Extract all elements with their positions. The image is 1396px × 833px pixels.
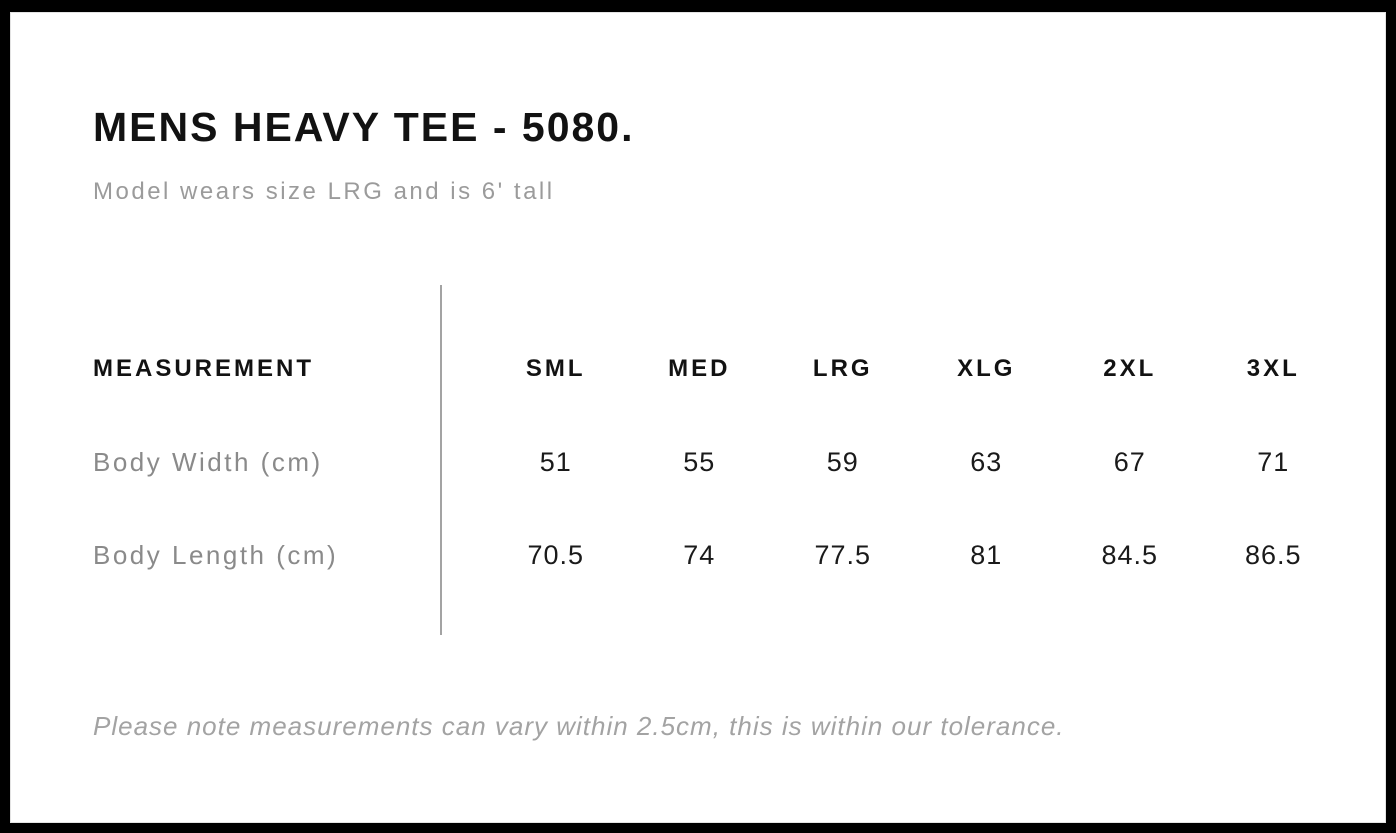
row-label-body-width: Body Width (cm) <box>93 446 323 477</box>
tolerance-note: Please note measurements can vary within 2.5cm, this is within our tolerance. <box>93 710 1065 741</box>
body-width-lrg: 59 <box>826 446 859 477</box>
page-title: MENS HEAVY TEE - 5080. <box>93 104 635 150</box>
size-header-2xl: 2XL <box>1103 355 1157 383</box>
size-header-row <box>484 323 1345 416</box>
body-length-med: 74 <box>683 539 716 570</box>
model-info: Model wears size LRG and is 6' tall <box>93 178 555 206</box>
measurement-header: MEASUREMENT <box>93 355 315 383</box>
body-length-xlg: 81 <box>970 539 1003 570</box>
size-header-3xl: 3XL <box>1246 355 1300 383</box>
body-length-3xl: 86.5 <box>1244 539 1302 570</box>
table-header-row <box>93 323 440 416</box>
card-content <box>10 12 1386 823</box>
body-length-sml: 70.5 <box>527 539 585 570</box>
row-label-body-length: Body Length (cm) <box>93 539 339 570</box>
table-row <box>93 416 440 509</box>
body-length-lrg: 77.5 <box>814 539 872 570</box>
body-width-xlg: 63 <box>970 446 1003 477</box>
size-header-med: MED <box>668 355 731 383</box>
measurement-label-column <box>93 285 440 635</box>
body-width-3xl: 71 <box>1257 446 1290 477</box>
body-width-2xl: 67 <box>1113 446 1146 477</box>
size-table <box>93 285 1385 635</box>
size-header-xlg: XLG <box>957 355 1016 383</box>
body-width-row <box>484 416 1345 509</box>
table-row <box>93 509 440 602</box>
size-values-column <box>442 285 1385 635</box>
size-header-sml: SML <box>525 355 586 383</box>
size-header-lrg: LRG <box>812 355 873 383</box>
body-length-row <box>484 509 1345 602</box>
body-width-med: 55 <box>683 446 716 477</box>
body-width-sml: 51 <box>539 446 572 477</box>
body-length-2xl: 84.5 <box>1101 539 1159 570</box>
